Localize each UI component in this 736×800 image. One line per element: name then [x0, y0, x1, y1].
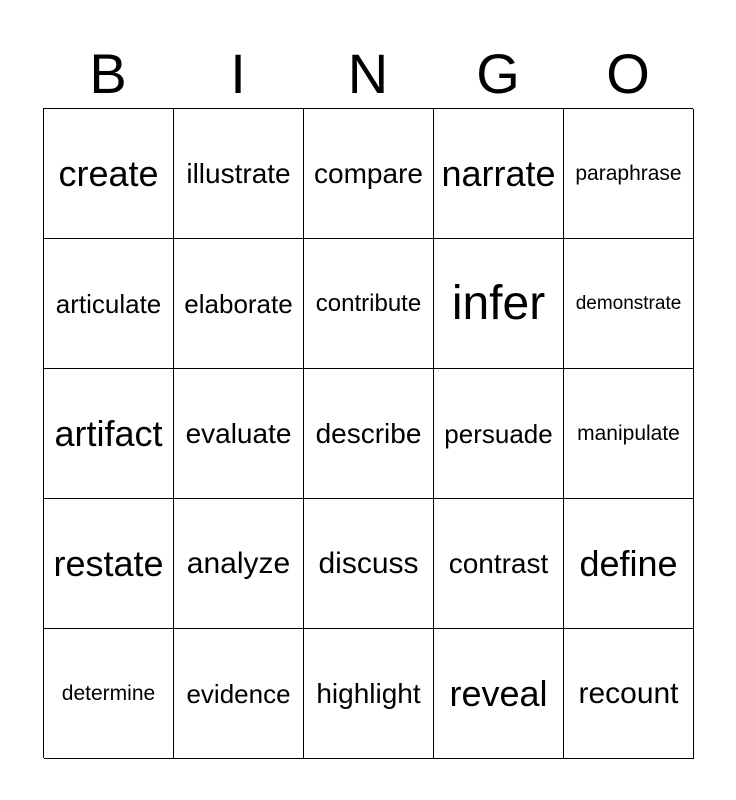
bingo-cell[interactable]: create [44, 109, 174, 239]
bingo-cell[interactable]: define [564, 499, 694, 629]
bingo-cell[interactable]: compare [304, 109, 434, 239]
bingo-cell[interactable]: illustrate [174, 109, 304, 239]
bingo-cell[interactable]: articulate [44, 239, 174, 369]
bingo-cell[interactable]: evidence [174, 629, 304, 759]
bingo-cell[interactable]: elaborate [174, 239, 304, 369]
bingo-cell[interactable]: recount [564, 629, 694, 759]
bingo-cell[interactable]: analyze [174, 499, 304, 629]
bingo-header [43, 40, 693, 108]
bingo-cell[interactable]: determine [44, 629, 174, 759]
bingo-board [43, 108, 693, 758]
bingo-cell[interactable]: describe [304, 369, 434, 499]
bingo-cell[interactable]: manipulate [564, 369, 694, 499]
bingo-cell[interactable]: artifact [44, 369, 174, 499]
bingo-cell[interactable]: highlight [304, 629, 434, 759]
bingo-cell[interactable]: discuss [304, 499, 434, 629]
bingo-cell[interactable]: evaluate [174, 369, 304, 499]
header-letter-i: I [230, 42, 246, 105]
header-letter-n: N [347, 42, 389, 105]
bingo-cell[interactable]: reveal [434, 629, 564, 759]
bingo-cell[interactable]: demonstrate [564, 239, 694, 369]
header-letter-g: G [476, 42, 520, 105]
header-letter-o: O [606, 42, 650, 105]
header-letter-b: B [89, 42, 127, 105]
bingo-cell[interactable]: contrast [434, 499, 564, 629]
bingo-cell[interactable]: restate [44, 499, 174, 629]
bingo-cell[interactable]: persuade [434, 369, 564, 499]
bingo-cell[interactable]: narrate [434, 109, 564, 239]
bingo-cell[interactable]: infer [434, 239, 564, 369]
bingo-cell[interactable]: paraphrase [564, 109, 694, 239]
bingo-cell[interactable]: contribute [304, 239, 434, 369]
